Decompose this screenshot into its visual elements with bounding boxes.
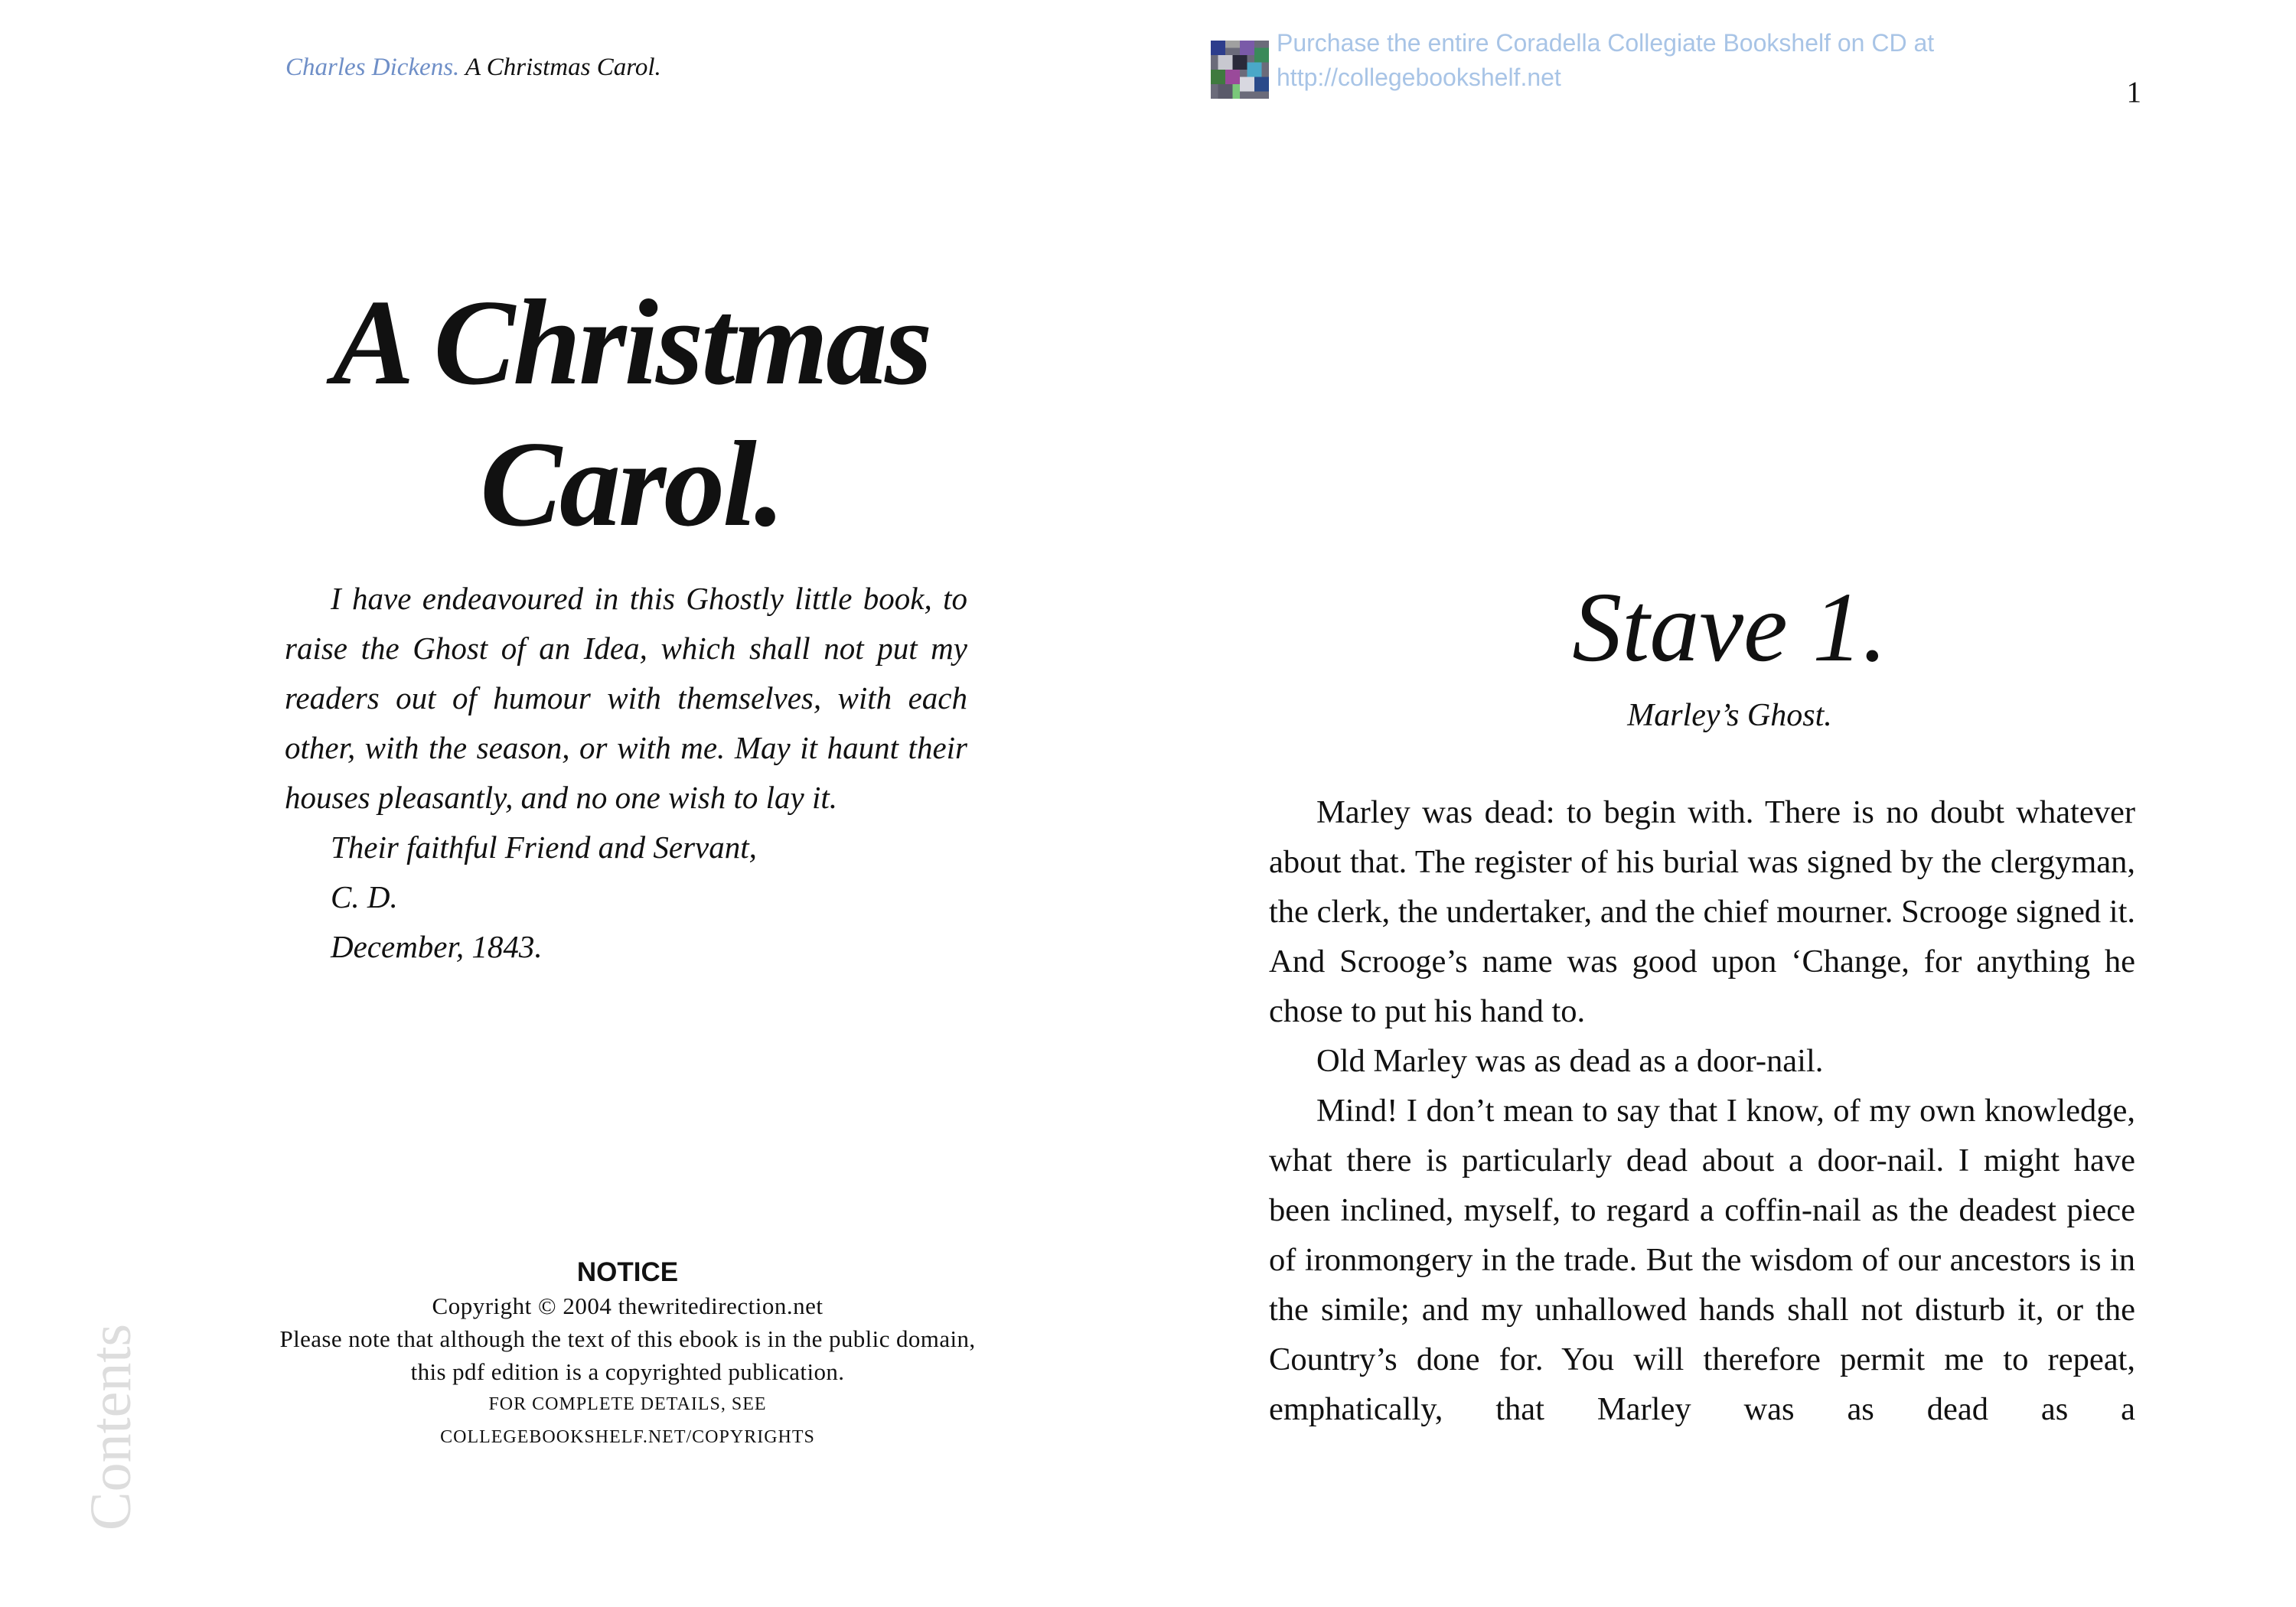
dedication bbox=[285, 574, 967, 972]
book-title bbox=[230, 272, 1033, 555]
chapter-body bbox=[1269, 787, 2135, 1434]
dedication-date: December, 1843. bbox=[331, 929, 543, 964]
promo-line-1[interactable]: Purchase the entire Coradella Collegiate Bookshelf on CD at bbox=[1277, 29, 1935, 57]
book-title-line-2: Carol. bbox=[480, 416, 783, 552]
book-title-line-1: A Christmas bbox=[332, 274, 931, 410]
notice-line-3: FOR COMPLETE DETAILS, SEE bbox=[488, 1394, 767, 1414]
work-title: A Christmas Carol. bbox=[459, 54, 661, 81]
copyright-notice bbox=[207, 1255, 1049, 1454]
promo-link[interactable] bbox=[1277, 26, 1934, 95]
chapter-heading: Stave 1. bbox=[1572, 572, 1887, 683]
dedication-closing: Their faithful Friend and Servant, bbox=[331, 830, 757, 865]
chapter-subtitle: Marley’s Ghost. bbox=[1627, 698, 1832, 733]
body-paragraph: Old Marley was as dead as a door-nail. bbox=[1316, 1043, 1824, 1079]
contents-tab[interactable]: Contents bbox=[79, 1323, 143, 1531]
notice-heading: NOTICE bbox=[576, 1257, 679, 1287]
notice-line-2: this pdf edition is a copyrighted publication. bbox=[410, 1358, 845, 1385]
page-number: 1 bbox=[2126, 76, 2141, 109]
author-link[interactable]: Charles Dickens. bbox=[285, 54, 460, 81]
bookshelf-logo-icon[interactable] bbox=[1211, 41, 1269, 99]
dedication-initials: C. D. bbox=[331, 879, 398, 914]
body-paragraph: Marley was dead: to begin with. There is no doubt whatever about that. The register of his burial was signed by the clergyman, the clerk, the undertaker, and the chief mourner. Scrooge signed it. And Scrooge’s name was good upon ‘Change, for anything he chose to put his hand to. bbox=[1269, 794, 2135, 1029]
dedication-paragraph: I have endeavoured in this Ghostly little book, to raise the Ghost of an Idea, which shall not put my readers out of humour with themselves, with each other, with the season, or with me. May it haunt their houses pleasantly, and no one wish to lay it. bbox=[285, 581, 967, 815]
running-head bbox=[285, 54, 661, 82]
notice-copyrights-link[interactable]: COLLEGEBOOKSHELF.NET/COPYRIGHTS bbox=[440, 1427, 815, 1447]
promo-url[interactable]: http://collegebookshelf.net bbox=[1277, 64, 1561, 91]
notice-copyright: Copyright © 2004 thewritedirection.net bbox=[432, 1292, 823, 1319]
body-paragraph: Mind! I don’t mean to say that I know, of my own knowledge, what there is particularly dead about a door-nail. I might have been inclined, myself, to regard a coffin-nail as the deadest piece of ironmongery in the trade. But the wisdom of our ancestors is in the simile; and my unhallowed hands shall not disturb it, or the Country’s done for. You will therefore permit me to repeat, emphatically, that Marley was as dead as a bbox=[1269, 1093, 2135, 1427]
notice-line-1: Please note that although the text of this ebook is in the public domain, bbox=[279, 1325, 976, 1352]
